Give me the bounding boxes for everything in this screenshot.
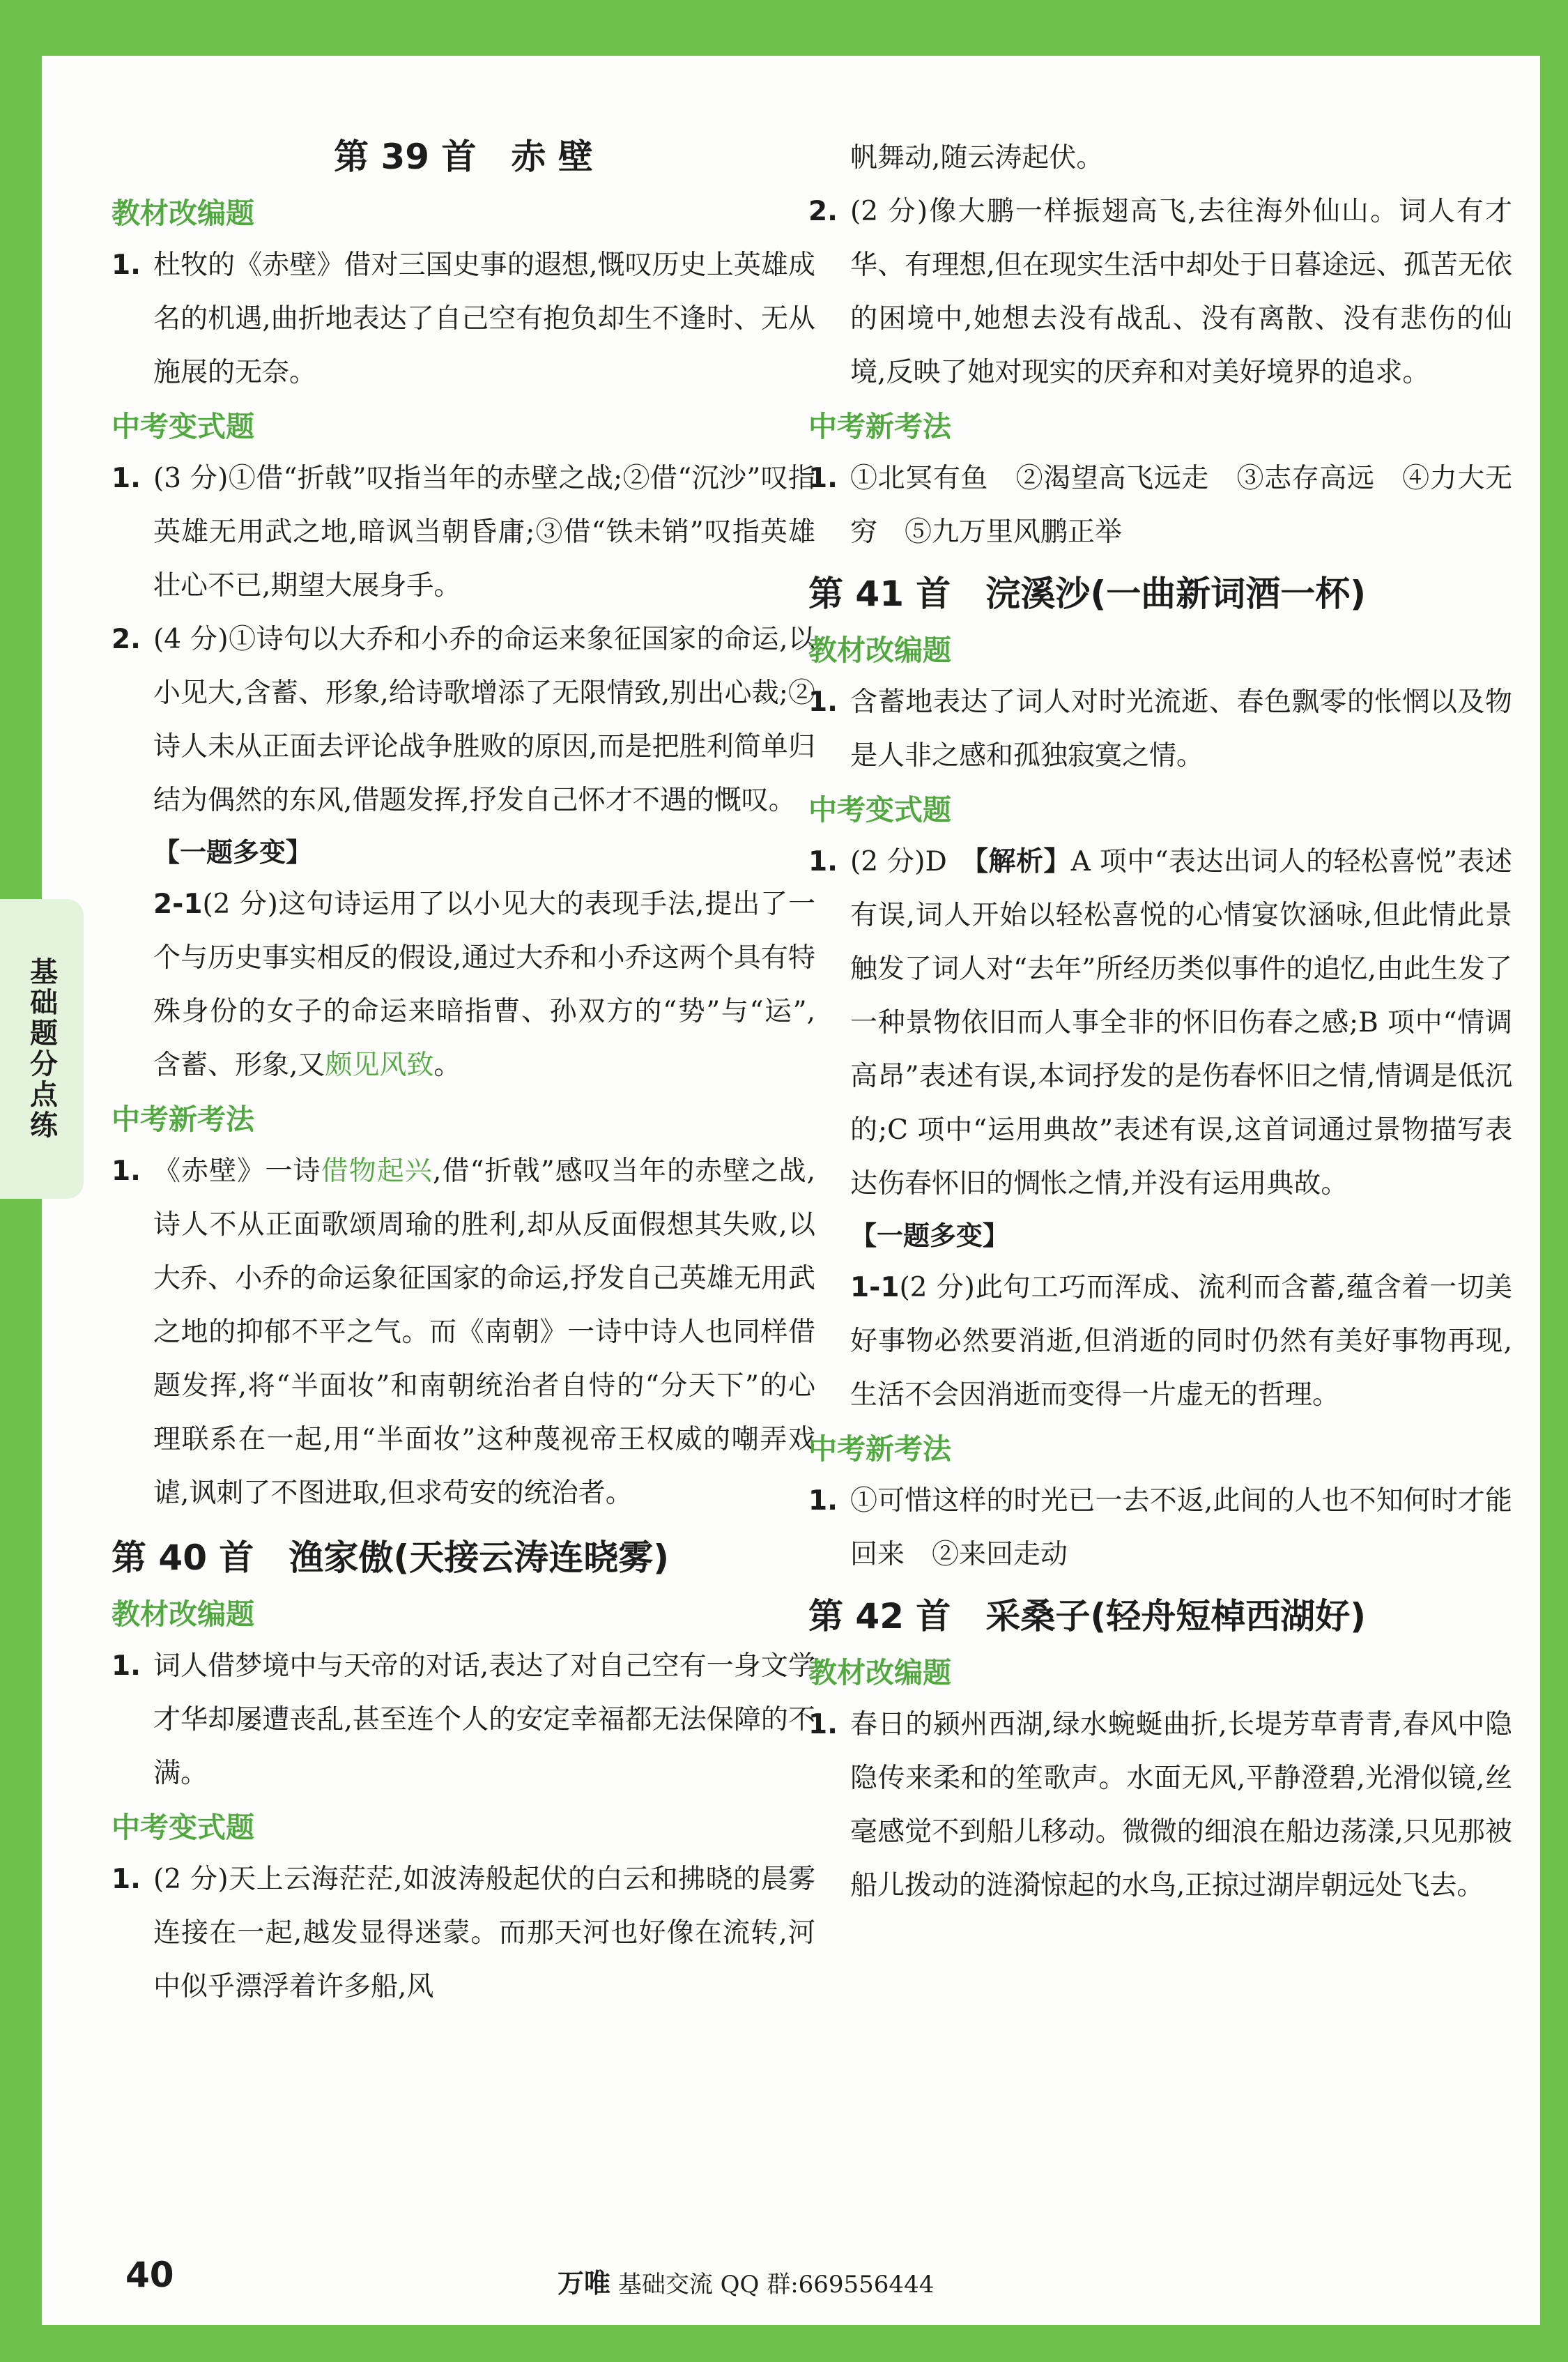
section-heading: 中考变式题 [112,410,254,443]
section-heading: 中考新考法 [808,410,951,443]
highlight-text: 颇见风致 [325,1050,434,1081]
section-heading: 教材改编题 [808,1656,951,1689]
section-heading: 教材改编题 [112,197,254,230]
answer-item [808,835,1512,1211]
answer-item [808,1698,1512,1912]
poem-41-title: 第 41 首 浣溪沙(一曲新词酒一杯) [808,574,1367,614]
footer-text: 基础交流 QQ 群:669556444 [617,2271,935,2299]
continued-text: 帆舞动,随云涛起伏。 [850,142,1104,174]
item-number: 1. [808,463,838,494]
answer-item [808,452,1512,559]
footer [558,2262,934,2300]
item-number: 1. [112,250,141,281]
item-text: (3 分)①借“折戟”叹指当年的赤壁之战;②借“沉沙”叹指英雄无用武之地,暗讽当朝昏庸;③借“铁未销”叹指英雄壮心不已,期望大展身手。 [153,463,815,601]
section-heading: 中考新考法 [112,1103,254,1136]
item-text: ①北冥有鱼 ②渴望高飞远走 ③志存高远 ④力大无穷 ⑤九万里风鹏正举 [850,463,1512,548]
poem-39-title: 第 39 首 赤 壁 [334,137,593,177]
answer-item [112,1144,815,1520]
section-heading: 中考变式题 [112,1811,254,1844]
item-text-end: 。 [433,1050,461,1081]
section-heading: 中考新考法 [808,1432,951,1466]
highlight-text: 借物起兴 [321,1156,433,1187]
item-number: 1. [808,687,838,718]
poem-42-title: 第 42 首 采桑子(轻舟短棹西湖好) [808,1596,1367,1636]
answer-item [808,1474,1512,1581]
side-tab-label: 基础题分点练 [25,957,58,1141]
section-heading: 教材改编题 [808,634,951,667]
item-number: 2. [112,624,141,655]
answer-item [112,1853,815,2014]
item-text: ,借“折戟”感叹当年的赤壁之战,诗人不从正面歌颂周瑜的胜利,却从反面假想其失败,以大乔、小乔的命运象征国家的命运,抒发自己英雄无用武之地的抑郁不平之气。而《南朝》一诗中诗人也同样借题发挥,将“半面妆”和南朝统治者自恃的“分天下”的心理联系在一起,用“半面妆”这种蔑视帝王权威的嘲弄戏谑,讽刺了不图进取,但求苟安的统治者。 [153,1156,815,1509]
item-text: 《赤壁》一诗 [153,1156,321,1187]
item-text: 含蓄地表达了词人对时光流逝、春色飘零的怅惘以及物是人非之感和孤独寂寞之情。 [850,687,1512,772]
left-column [112,129,815,2014]
side-tab [0,899,84,1199]
answer-item [112,1639,815,1800]
item-text: (2 分)天上云海茫茫,如波涛般起伏的白云和拂晓的晨雾连接在一起,越发显得迷蒙。而那天河也好像在流转,河中似乎漂浮着许多船,风 [153,1864,815,2002]
section-heading: 教材改编题 [112,1597,254,1631]
item-text: 杜牧的《赤壁》借对三国史事的遐想,慨叹历史上英雄成名的机遇,曲折地表达了自己空有抱负却生不逢时、无从施展的无奈。 [153,250,815,388]
item-text: 春日的颍州西湖,绿水蜿蜒曲折,长堤芳草青青,春风中隐隐传来柔和的笙歌声。水面无风,平静澄碧,光滑似镜,丝毫感觉不到船儿移动。微微的细浪在船边荡漾,只见那被船儿拨动的涟漪惊起的水鸟,正掠过湖岸朝远处飞去。 [850,1709,1512,1901]
page [42,56,1540,2325]
item-number: 1. [808,846,838,877]
item-number: 1. [112,463,141,494]
answer-item [112,613,815,827]
item-number: 1. [808,1485,838,1517]
item-text: ①可惜这样的时光已一去不返,此间的人也不知何时才能回来 ②来回走动 [850,1485,1512,1570]
item-text: A 项中“表达出词人的轻松喜悦”表述有误,词人开始以轻松喜悦的心情宴饮涵咏,但此情此景触发了词人对“去年”所经历类似事件的追忆,由此生发了一种景物依旧而人事全非的怀旧伤春之感;B 项中“情调高昂”表述有误,本词抒发的是伤春怀旧之情,情调是低沉的;C 项中“运用典故”表述有误,这首词通过景物描写表达伤春怀旧的惆怅之情,并没有运用典故。 [850,846,1512,1199]
answer-item [808,185,1512,399]
right-column [808,131,1512,1912]
answer-item [112,238,815,399]
item-text: (2 分)像大鹏一样振翅高飞,去往海外仙山。词人有才华、有理想,但在现实生活中却处于日暮途远、孤苦无依的困境中,她想去没有战乱、没有离散、没有悲伤的仙境,反映了她对现实的厌弃和对美好境界的追求。 [850,196,1512,388]
item-number: 1. [112,1650,141,1682]
variant-heading: 【一题多变】 [153,837,313,868]
item-text: (2 分)此句工巧而浑成、流利而含蓄,蕴含着一切美好事物必然要消逝,但消逝的同时仍然有美好事物再现,生活不会因消逝而变得一片虚无的哲理。 [850,1272,1512,1411]
item-text: (4 分)①诗句以大乔和小乔的命运来象征国家的命运,以小见大,含蓄、形象,给诗歌增添了无限情致,别出心裁;②诗人未从正面去评论战争胜败的原因,而是把胜利简单归结为偶然的东风,借题发挥,抒发自己怀才不遇的慨叹。 [153,624,815,816]
brand-logo: 万唯 [558,2268,611,2299]
item-number: 1. [808,1709,838,1740]
item-text: 词人借梦境中与天帝的对话,表达了对自己空有一身文学才华却屡遭丧乱,甚至连个人的安定幸福都无法保障的不满。 [153,1650,815,1789]
variant-item [112,877,815,1092]
variant-item [808,1261,1512,1422]
poem-40-title: 第 40 首 渔家傲(天接云涛连晓雾) [112,1537,670,1578]
item-number: 2-1 [153,889,203,920]
item-number: 1. [112,1156,141,1187]
answer-item [112,452,815,613]
item-number: 1. [112,1864,141,1895]
item-text: (2 分)D [850,846,975,877]
item-number: 1-1 [850,1272,900,1303]
item-number: 2. [808,196,838,227]
item-text: (2 分)这句诗运用了以小见大的表现手法,提出了一个与历史事实相反的假设,通过大乔和小乔这两个具有特殊身份的女子的命运来暗指曹、孙双方的“势”与“运”,含蓄、形象,又 [153,889,815,1081]
page-number: 40 [125,2255,174,2295]
variant-heading: 【一题多变】 [850,1220,1010,1251]
answer-item [808,675,1512,783]
section-heading: 中考变式题 [808,793,951,827]
analysis-label: 【解析】 [974,846,1071,877]
